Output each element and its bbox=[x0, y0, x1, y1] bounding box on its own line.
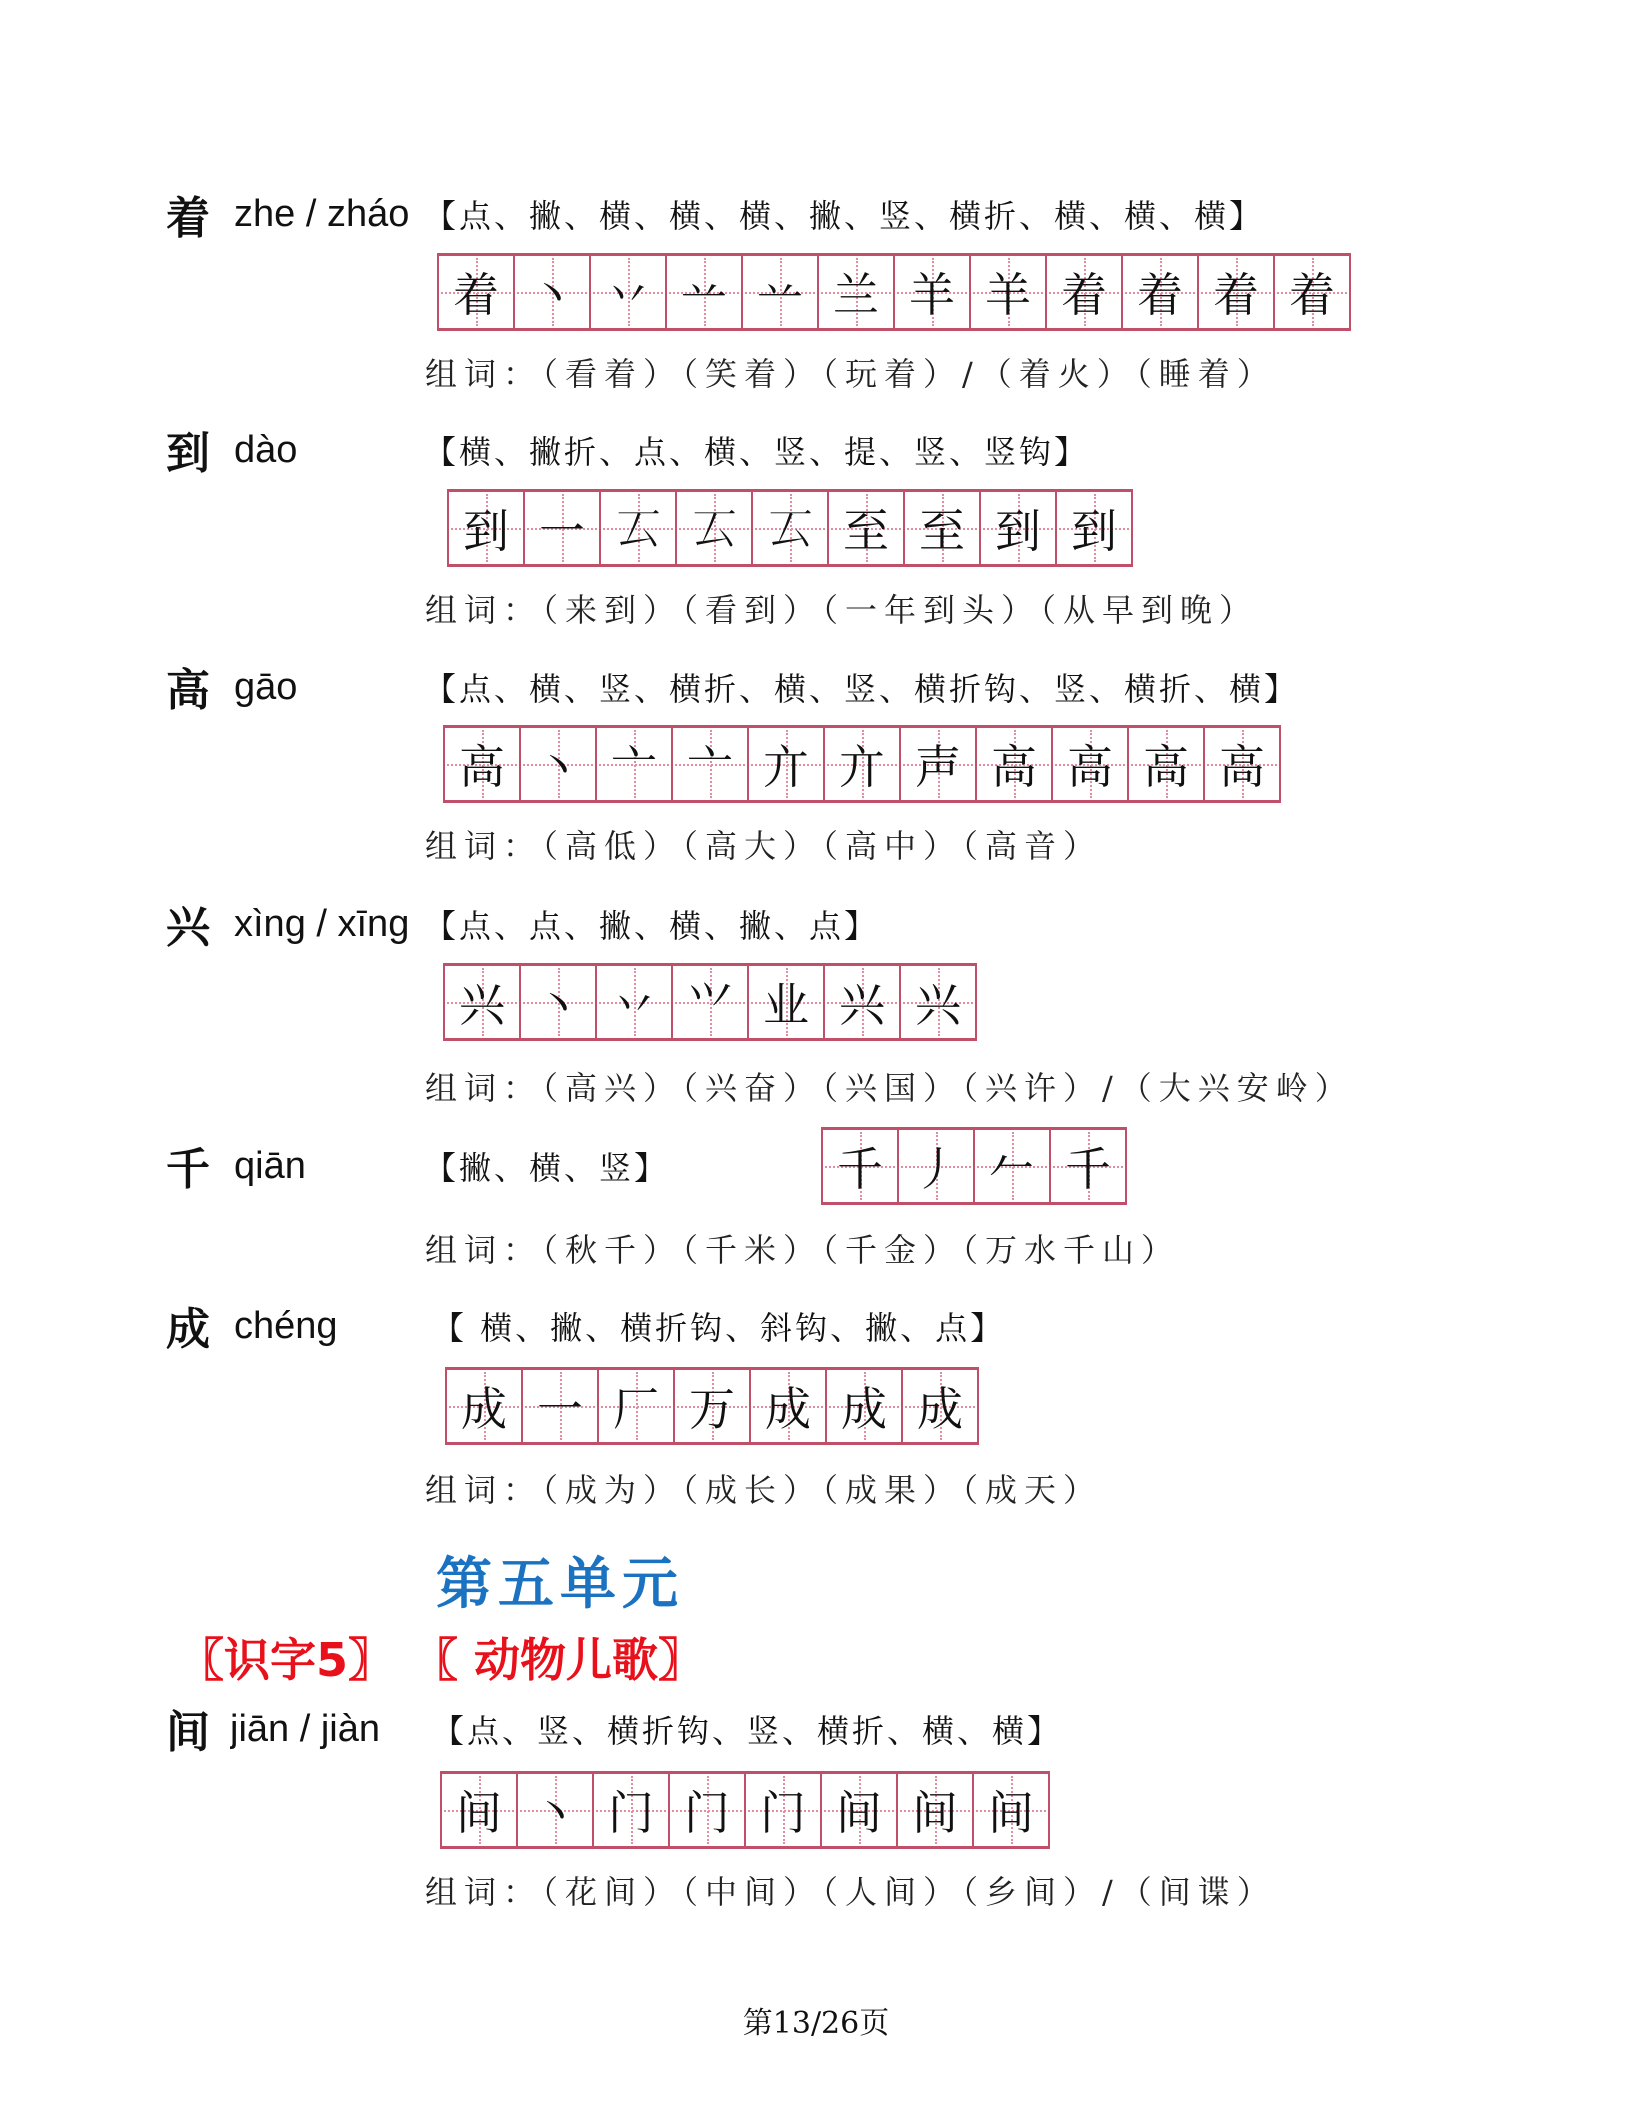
lesson-number: 〖识字5〗 bbox=[178, 1633, 395, 1687]
grid-cell: 羊 bbox=[895, 256, 971, 328]
grid-cell: 门 bbox=[594, 1774, 670, 1846]
grid-cell: 高 bbox=[977, 728, 1053, 800]
grid-cell: 丶 bbox=[518, 1774, 594, 1846]
word-list: 组词：（花间）（中间）（人间）（乡间）/（间谍） bbox=[425, 1873, 1276, 1911]
lesson-name: 〖 动物儿歌〗 bbox=[412, 1633, 705, 1687]
entry-char: 着 bbox=[166, 193, 210, 244]
entry-pinyin: jiān / jiàn bbox=[230, 1708, 380, 1750]
grid-cell: 声 bbox=[901, 728, 977, 800]
grid-cell: 丷 bbox=[597, 966, 673, 1038]
grid-cell: 𠫔 bbox=[753, 492, 829, 564]
grid-cell: 千 bbox=[823, 1130, 899, 1202]
grid-cell: 着 bbox=[1199, 256, 1275, 328]
entry-char: 到 bbox=[166, 428, 210, 479]
entry-pinyin: gāo bbox=[234, 666, 298, 708]
grid-cell: 兴 bbox=[445, 966, 521, 1038]
entry-char: 高 bbox=[166, 665, 210, 716]
grid-cell: 业 bbox=[749, 966, 825, 1038]
grid-cell: 高 bbox=[445, 728, 521, 800]
entry-char: 兴 bbox=[166, 902, 210, 953]
grid-cell: 䒑 bbox=[743, 256, 819, 328]
grid-cell: 丶 bbox=[521, 728, 597, 800]
entry-pinyin: dào bbox=[234, 429, 298, 471]
entry-pinyin: zhe / zháo bbox=[234, 193, 410, 235]
unit-title: 第五单元 bbox=[436, 1552, 684, 1617]
grid-cell: 到 bbox=[449, 492, 525, 564]
grid-cell: 间 bbox=[898, 1774, 974, 1846]
grid-cell: 间 bbox=[822, 1774, 898, 1846]
grid-cell: 千 bbox=[1051, 1130, 1127, 1202]
stroke-grid bbox=[445, 1367, 979, 1445]
grid-cell: 丷 bbox=[591, 256, 667, 328]
grid-cell: 着 bbox=[1275, 256, 1351, 328]
stroke-order: 【点、竖、横折钩、竖、横折、横、横】 bbox=[432, 1712, 1063, 1750]
grid-cell: 至 bbox=[905, 492, 981, 564]
entry-char: 千 bbox=[166, 1144, 210, 1195]
stroke-grid bbox=[440, 1771, 1050, 1849]
grid-cell: 丶 bbox=[515, 256, 591, 328]
grid-cell: 亠 bbox=[673, 728, 749, 800]
stroke-order: 【横、撇折、点、横、竖、提、竖、竖钩】 bbox=[424, 433, 1090, 471]
grid-cell: 兴 bbox=[901, 966, 977, 1038]
grid-cell: 成 bbox=[903, 1370, 979, 1442]
grid-cell: 羊 bbox=[971, 256, 1047, 328]
grid-cell: 一 bbox=[523, 1370, 599, 1442]
stroke-grid bbox=[447, 489, 1133, 567]
stroke-order: 【点、撇、横、横、横、撇、竖、横折、横、横、横】 bbox=[424, 197, 1265, 235]
grid-cell: 厂 bbox=[599, 1370, 675, 1442]
grid-cell: 丶 bbox=[521, 966, 597, 1038]
grid-cell: 成 bbox=[751, 1370, 827, 1442]
grid-cell: 高 bbox=[1129, 728, 1205, 800]
grid-cell: 𠂉 bbox=[975, 1130, 1051, 1202]
stroke-order: 【撇、横、竖】 bbox=[424, 1149, 670, 1187]
grid-cell: 着 bbox=[1047, 256, 1123, 328]
page-number: 第13/26页 bbox=[742, 2006, 890, 2041]
word-list: 组词：（成为）（成长）（成果）（成天） bbox=[425, 1471, 1103, 1509]
entry-pinyin: xìng / xīng bbox=[234, 903, 410, 945]
stroke-grid bbox=[443, 963, 977, 1041]
grid-cell: 门 bbox=[670, 1774, 746, 1846]
grid-cell: 成 bbox=[827, 1370, 903, 1442]
word-list: 组词：（看着）（笑着）（玩着）/（着火）（睡着） bbox=[425, 355, 1276, 393]
word-list: 组词：（高低）（高大）（高中）（高音） bbox=[425, 827, 1103, 865]
stroke-grid bbox=[821, 1127, 1127, 1205]
grid-cell: 𠫔 bbox=[601, 492, 677, 564]
grid-cell: 着 bbox=[439, 256, 515, 328]
entry-pinyin: chéng bbox=[234, 1305, 338, 1347]
grid-cell: 至 bbox=[829, 492, 905, 564]
stroke-order: 【 横、撇、横折钩、斜钩、撇、点】 bbox=[432, 1309, 1006, 1347]
grid-cell: 成 bbox=[447, 1370, 523, 1442]
grid-cell: 高 bbox=[1205, 728, 1281, 800]
grid-cell: 到 bbox=[1057, 492, 1133, 564]
grid-cell: 着 bbox=[1123, 256, 1199, 328]
grid-cell: 门 bbox=[746, 1774, 822, 1846]
grid-cell: ⺍ bbox=[673, 966, 749, 1038]
grid-cell: 高 bbox=[1053, 728, 1129, 800]
lesson-title bbox=[178, 1624, 704, 1690]
grid-cell: 丿 bbox=[899, 1130, 975, 1202]
grid-cell: 到 bbox=[981, 492, 1057, 564]
grid-cell: 一 bbox=[525, 492, 601, 564]
entry-pinyin: qiān bbox=[234, 1145, 306, 1187]
grid-cell: 兰 bbox=[819, 256, 895, 328]
grid-cell: 䒑 bbox=[667, 256, 743, 328]
grid-cell: 亠 bbox=[597, 728, 673, 800]
stroke-order: 【点、点、撇、横、撇、点】 bbox=[424, 907, 880, 945]
stroke-order: 【点、横、竖、横折、横、竖、横折钩、竖、横折、横】 bbox=[424, 670, 1300, 708]
grid-cell: 间 bbox=[442, 1774, 518, 1846]
word-list: 组词：（高兴）（兴奋）（兴国）（兴许）/（大兴安岭） bbox=[425, 1069, 1354, 1107]
stroke-grid bbox=[437, 253, 1351, 331]
entry-char: 间 bbox=[166, 1707, 210, 1758]
word-list: 组词：（秋千）（千米）（千金）（万水千山） bbox=[425, 1231, 1181, 1269]
grid-cell: 万 bbox=[675, 1370, 751, 1442]
grid-cell: 间 bbox=[974, 1774, 1050, 1846]
grid-cell: 亣 bbox=[825, 728, 901, 800]
grid-cell: 兴 bbox=[825, 966, 901, 1038]
stroke-grid bbox=[443, 725, 1281, 803]
grid-cell: 亣 bbox=[749, 728, 825, 800]
word-list: 组词：（来到）（看到）（一年到头）（从早到晚） bbox=[425, 591, 1259, 629]
grid-cell: 𠫔 bbox=[677, 492, 753, 564]
entry-char: 成 bbox=[166, 1304, 210, 1355]
